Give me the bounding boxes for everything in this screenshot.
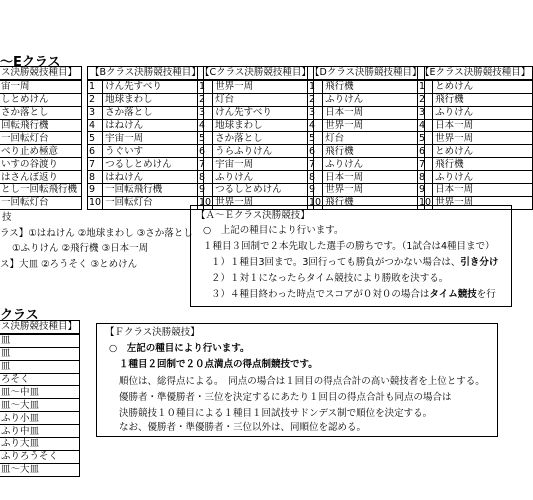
section-title-f: クラス [0,308,39,323]
ae-rules-line [211,289,496,300]
table-cell: 日本一周 [433,119,533,132]
class-f-header: ス決勝競技種目】 [0,321,80,334]
row-number: 7 [198,158,213,171]
class-c-table [197,66,314,210]
table-cell: 世界一周 [323,184,424,197]
table-cell: ろそく [0,373,80,386]
row-number: 10 [309,197,322,209]
row-number: 5 [88,132,103,145]
table-cell: ふりろうそく [0,450,80,463]
ae-rules-line: ○ 上記の種目により行います。 [203,225,344,236]
table-cell: 世界一周 [433,196,533,209]
ae-rules-box [190,205,512,307]
table-cell: 日本一周 [433,184,533,197]
f-rules-title: 【Ｆクラス決勝競技】 [105,327,200,338]
class-e-header: 【Eクラス決勝競技種目】 [418,67,533,80]
table-cell: 宇宙一周 [213,158,314,171]
table-cell: 皿 [0,360,80,373]
class-b-table [87,66,204,210]
row-number: 3 [418,106,433,119]
row-number: 3 [308,106,323,119]
table-cell: ふり中皿 [0,425,80,438]
table-cell: 宙一周 [0,80,82,93]
row-number: 3 [88,106,103,119]
row-number: 9 [308,184,323,197]
ae-rules-line: ２）１対１になったらタイム競技により勝敗を決する。 [211,273,449,284]
table-cell: 世界一周 [433,132,533,145]
table-cell: 地球まわし [213,119,314,132]
table-cell: はねけん [103,171,204,184]
class-a-header: ス決勝競技種目】 [0,67,82,80]
table-cell: 宇宙一周 [103,132,204,145]
class-d-table [307,66,425,210]
row-number: 5 [418,132,433,145]
table-cell: 皿～大皿 [0,399,80,412]
row-number: 2 [308,93,323,106]
row-number: 6 [418,145,433,158]
row-number: 6 [198,145,213,158]
f-rules-line: なお、優勝者・準優勝者・三位以外は、同順位を認める。 [119,422,367,433]
row-number: 4 [308,119,323,132]
table-cell: 飛行機 [323,80,424,93]
table-cell: けん先すべり [103,80,204,93]
row-number: 7 [308,158,323,171]
row-number: 8 [308,171,323,184]
table-cell: 皿 [0,334,80,347]
f-rules-line: 優勝者・準優勝者・三位を決定するにあたり１回目の得点合計も同点の場合は [119,392,452,403]
table-cell: 日本一周 [323,106,424,119]
table-cell: いすの谷渡り [0,158,82,171]
row-number: 1 [418,80,433,93]
row-number: 1 [308,80,323,93]
prelim-line: ス】大皿 ②ろうそく ③とめけん [0,259,138,270]
table-cell: 一回転飛行機 [103,184,204,197]
class-b-header: 【Bクラス決勝競技種目】 [88,67,204,80]
table-cell: つるしとめけん [103,158,204,171]
row-number: 8 [88,171,103,184]
table-cell: 飛行機 [433,158,533,171]
table-cell: はさんぼ返り [0,171,82,184]
table-cell: 飛行機 [433,93,533,106]
table-cell: 皿～中皿 [0,386,80,399]
ae-rules-emphasis: 引き分け [460,257,499,268]
table-cell: とめけん [433,80,533,93]
table-cell: 灯台 [213,93,314,106]
class-a-table [0,66,82,210]
row-number: 10 [89,197,102,209]
table-cell: とし一回転飛行機 [0,184,82,197]
prelim-line: ラス】①はねけん ②地球まわし ③さか落とし [0,228,193,239]
f-rules-box [96,323,498,437]
table-cell: 世界一周 [323,119,424,132]
section-title-a-to-e: ～Eクラス [0,55,61,70]
row-number: 4 [88,119,103,132]
table-cell: さか落とし [103,106,204,119]
table-cell: つるしとめけん [213,184,314,197]
table-cell: さか落とし [213,132,314,145]
row-number: 7 [418,158,433,171]
table-cell: ふり大皿 [0,438,80,451]
table-cell: ふりけん [433,171,533,184]
f-rules-line: 順位は、総得点による。 同点の場合は１回目の得点合計の高い競技者を上位とする。 [119,376,485,387]
row-number: 8 [198,171,213,184]
table-cell: 一回転灯台 [0,196,82,209]
row-number: 1 [88,80,103,93]
row-number: 1 [198,80,213,93]
ae-rules-emphasis: タイム競技 [429,289,477,300]
row-number: 10 [199,197,212,209]
table-cell: 皿～大皿 [0,463,80,476]
table-cell: ふり小皿 [0,412,80,425]
prelim-heading: 技 [2,212,12,223]
ae-rules-text: を行 [476,289,496,300]
table-cell: 皿 [0,347,80,360]
table-cell: はねけん [103,119,204,132]
row-number: 6 [308,145,323,158]
table-cell: 回転飛行機 [0,119,82,132]
row-number: 8 [418,171,433,184]
class-f-table [0,320,80,477]
row-number: 2 [88,93,103,106]
row-number: 5 [308,132,323,145]
table-cell: うらふりけん [213,145,314,158]
row-number: 4 [198,119,213,132]
table-cell: 飛行機 [323,196,424,209]
table-cell: 一回転灯台 [103,196,204,209]
ae-rules-title: 【Ａ～Ｅクラス決勝競技】 [196,210,310,221]
table-cell: ふりけん [433,106,533,119]
row-number: 9 [418,184,433,197]
table-cell: 世界一周 [213,196,314,209]
row-number: 9 [198,184,213,197]
f-rules-line: 決勝競技１０種目による１種目１回試技サドンデス制で順位を決定する。 [119,408,433,419]
row-number: 9 [88,184,103,197]
row-number: 7 [88,158,103,171]
prelim-line: ①ふりけん ②飛行機 ③日本一周 [12,243,149,254]
table-cell: 一回転灯台 [0,132,82,145]
table-cell: 灯台 [323,132,424,145]
ae-rules-text: ３）４種目終わった時点でスコアが０対０の場合は [211,289,430,300]
table-cell: さか落とし [0,106,82,119]
f-rules-line: １種目２回制で２０点満点の得点制競技です。 [119,359,318,370]
class-e-table [417,66,533,210]
table-cell: ふりけん [213,171,314,184]
table-cell: ふりけん [323,158,424,171]
row-number: 2 [418,93,433,106]
table-cell: 世界一周 [213,80,314,93]
table-cell: べり止め極意 [0,145,82,158]
row-number: 6 [88,145,103,158]
ae-rules-text: １）１種目3回まで。3回行っても勝負がつかない場合は、 [211,257,461,268]
class-d-header: 【Dクラス決勝競技種目】 [308,67,425,80]
table-cell: 飛行機 [323,145,424,158]
f-rules-line: ○ 左記の種目により行います。 [109,343,250,354]
table-cell: 日本一周 [323,171,424,184]
row-number: 10 [419,197,432,209]
row-number: 5 [198,132,213,145]
table-cell: しとめけん [0,93,82,106]
class-c-header: 【Cクラス決勝競技種目】 [198,67,314,80]
table-cell: 地球まわし [103,93,204,106]
table-cell: うぐいす [103,145,204,158]
row-number: 3 [198,106,213,119]
ae-rules-line: １種目３回制で２本先取した選手の勝ちです。（1試合は4種目まで） [203,241,495,252]
table-cell: ふりけん [323,93,424,106]
table-cell: とめけん [433,145,533,158]
row-number: 2 [198,93,213,106]
table-cell: けん先すべり [213,106,314,119]
row-number: 4 [418,119,433,132]
ae-rules-line [211,257,498,268]
